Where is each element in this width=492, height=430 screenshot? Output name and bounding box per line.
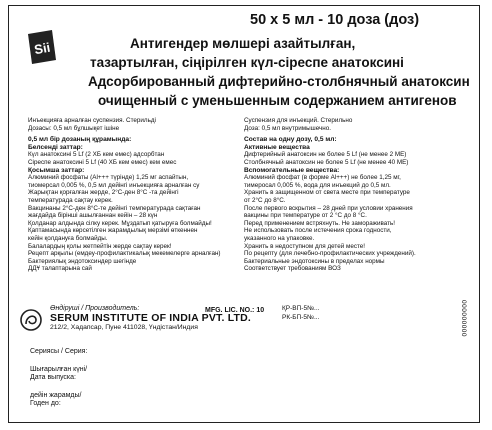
left-column-line: Қолданар алдында сілку керек. Мұздатып қатыруға болмайды! [28,219,212,227]
left-column-line: Алюминий фосфаты (Al+++ түрінде) 1,25 мг аспайтын, [28,174,189,182]
right-column-line: Перед применением встряхнуть. Не замораживать! [244,219,396,227]
series-label: Сериясы / Серия: [30,348,88,355]
expiry-label-kz: дейін жарамды/ [30,391,82,399]
expiry-label-ru: Годен до: [30,400,61,408]
sii-logo [28,30,56,64]
right-column-line: Соответствует требованиям ВОЗ [244,265,341,273]
title-ru-line-1: Адсорбированный дифтерийно-столбнячный анатоксин [88,74,470,89]
title-kz-line-1: Антигендер мөлшері азайтылған, [130,36,356,51]
left-column-line: Дозасы: 0,5 мл бұлшықет ішіне [28,124,120,132]
left-column-line: Инъекцияға арналған суспензия. Стерильді [28,117,156,124]
manufacturer-block [20,305,320,343]
side-code: 000000000 [460,300,467,338]
right-column-line: Состав на одну дозу, 0,5 мл: [244,136,337,144]
right-column-line: вакцины при температуре от 2 °C до 8 °C. [244,212,367,220]
left-column-line: ДДҰ талаптарына сай [28,265,92,273]
left-column-line: Күл анатоксині 5 Lf (2 ХБ кем емес) адсорбтан [28,151,165,159]
right-column-line: Доза: 0,5 мл внутримышечно. [244,124,331,132]
left-column-line: Қосымша заттар: [28,166,85,174]
left-column-line: Сіреспе анатоксині 5 Lf (40 ХБ кем емес) кем емес [28,158,177,166]
right-column-line: Активные вещества [244,143,310,151]
release-date-label-ru: Дата выпуска: [30,374,76,382]
title-kz-line-2: тазартылған, сіңірілген күл-сіреспе анатоксині [90,55,404,70]
kazakh-text-column [28,117,240,273]
left-column-line: Балалардың қолы жетпейтін жерде сақтау керек! [28,242,172,250]
right-column-line: Дифтерийный анатоксин не более 5 Lf (не менее 2 МЕ) [244,151,407,159]
registration-ru: РК-БП-5№... [282,313,320,321]
dose-info: 50 х 5 мл - 10 доза (доз) [250,12,420,28]
left-column-line: Вакцинаны 2°C-ден 8°C-те дейінгі температурада сақтаған [28,204,201,212]
right-column-line: После первого вскрытия – 28 дней при условии хранения [244,204,413,212]
right-column-line: Не использовать после истечения срока годности, [244,227,392,235]
manufacturer-address: 212/2, Хадапсар, Пуне 411028, Үндістан/Индия [50,324,198,331]
right-column-line: тимеросал 0,005 %, вода для инъекций до 0,5 мл. [244,181,391,189]
right-column-line: Столбнячный анатоксин не более 5 Lf (не менее 40 МЕ) [244,158,409,166]
registration-block [282,305,319,322]
right-column-line: от 2°C до 8°C. [244,196,286,204]
license-number: MFG. LIC. NO.: 10 [205,307,265,314]
manufacturer-name: SERUM INSTITUTE OF INDIA PVT. LTD. [50,312,252,324]
right-column-line: Хранить в недоступном для детей месте! [244,242,366,250]
right-column-line: Вспомогательные вещества: [244,166,340,174]
left-column-line: Белсенді заттар: [28,143,83,151]
left-column-line: 0,5 мл бір дозаның құрамында: [28,136,132,144]
manufacturer-label: Өндіруші / Производитель: [50,305,140,312]
svg-text:Sii: Sii [33,39,52,58]
manufacturer-emblem-icon [20,309,42,331]
right-column-line: указанного на упаковке. [244,234,315,242]
registration-kz: ҚР-ВП-5№... [282,305,320,312]
left-column-line: кейін қолдануға болмайды. [28,234,108,242]
right-column-line: Хранить в защищенном от света месте при температуре [244,189,410,197]
left-column-line: Бактериялық эндотоксиндер шегінде [28,257,137,265]
left-column-line: температурада сақтау керек. [28,196,113,204]
title-ru-line-2: очищенный с уменьшенным содержанием антигенов [98,93,457,108]
right-column-line: Алюминий фосфат (в форме Al+++) не более 1,25 мг, [244,174,401,182]
russian-text-column [244,117,454,273]
right-column-line: Суспензия для инъекций. Стерильно [244,117,353,124]
left-column-line: Қаптамасында көрсетілген жарамдылық мерзімі өткеннен [28,227,198,235]
right-column-line: Бактериальные эндотоксины в пределах нормы [244,257,385,265]
batch-info [30,348,87,409]
left-column-line: Жарықтан қорғалған жерде, 2°C-ден 8°C -та дейінгі [28,189,179,197]
left-column-line: жағдайда бірінші ашылғаннан кейін – 28 күн [28,212,158,220]
left-column-line: тиомерсал 0,005 %, 0,5 мл дейінгі инъекцияға арналған су [28,181,200,189]
right-column-line: По рецепту (для лечебно-профилактических учреждений). [244,250,416,258]
left-column-line: Рецепт арқылы (емдеу-профилактикалық мекемелерге арналған) [28,250,221,258]
release-date-label-kz: Шығарылған күні/ [30,365,88,373]
